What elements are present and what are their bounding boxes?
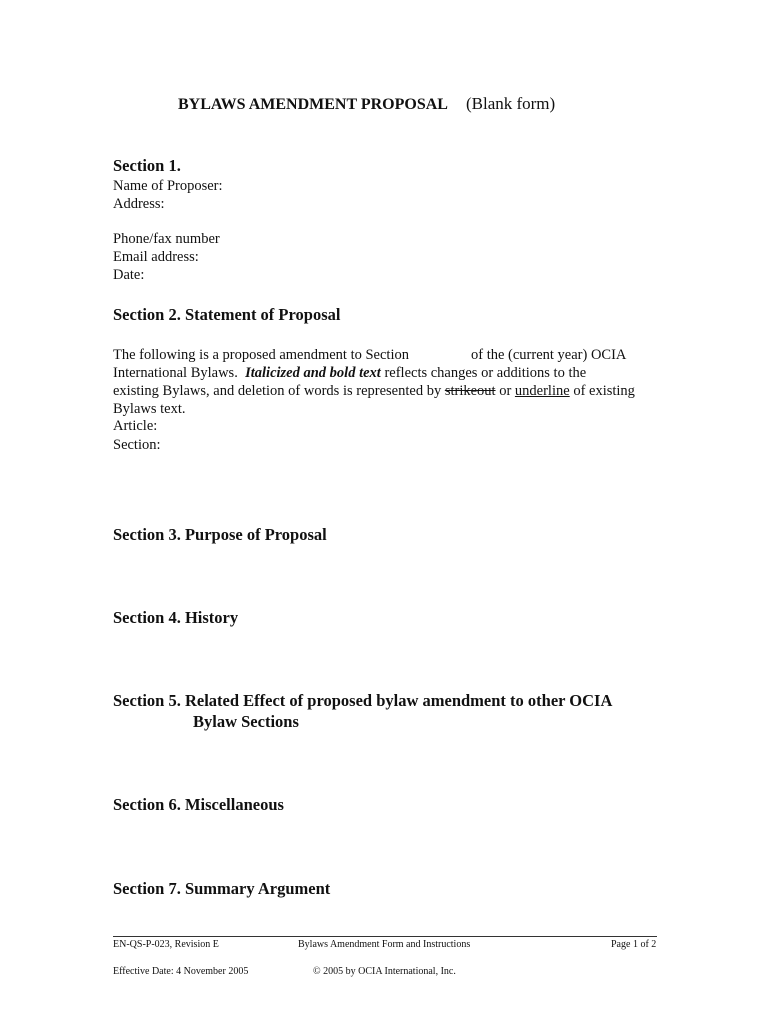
footer-page-number: Page 1 of 2: [611, 939, 657, 950]
proposal-line3: [113, 383, 635, 400]
title-sub: (Blank form): [465, 94, 556, 113]
proposal-line2: [113, 365, 586, 382]
article-label: Article:: [113, 418, 158, 434]
section5-heading-line1: Section 5. Related Effect of proposed bylaw amendment to other OCIA: [113, 691, 613, 710]
address-label: Address:: [113, 196, 165, 212]
name-of-proposer-label: Name of Proposer:: [113, 178, 223, 194]
proposal-line3-c: of existing: [573, 383, 635, 399]
section3-heading: Section 3. Purpose of Proposal: [113, 525, 327, 544]
proposal-line1-b: of the (current year) OCIA: [471, 347, 627, 363]
page-title: [178, 94, 555, 114]
phone-fax-label: Phone/fax number: [113, 231, 220, 247]
section6-heading: Section 6. Miscellaneous: [113, 795, 284, 814]
footer-effective-date: Effective Date: 4 November 2005: [113, 966, 249, 977]
section1-heading: Section 1.: [113, 156, 181, 175]
proposal-line2-a: International Bylaws.: [113, 365, 238, 381]
section5-heading-line2: Bylaw Sections: [193, 712, 299, 731]
section-label: Section:: [113, 437, 161, 453]
proposal-line3-strike: strikeout: [444, 383, 496, 399]
section7-heading: Section 7. Summary Argument: [113, 879, 331, 898]
footer-doc-id: EN-QS-P-023, Revision E: [113, 939, 219, 950]
email-label: Email address:: [113, 249, 199, 265]
section4-heading: Section 4. History: [113, 608, 239, 627]
title-main: BYLAWS AMENDMENT PROPOSAL: [178, 96, 448, 113]
proposal-line2-bold: Italicized and bold text: [245, 365, 381, 381]
section2-heading: Section 2. Statement of Proposal: [113, 305, 341, 324]
footer-copyright: © 2005 by OCIA International, Inc.: [313, 966, 456, 977]
proposal-line3-underline: underline: [514, 383, 570, 399]
proposal-line2-b: reflects changes or additions to the: [384, 365, 587, 381]
proposal-line1-a: The following is a proposed amendment to Section: [113, 347, 409, 363]
proposal-line4: Bylaws text.: [113, 401, 186, 417]
proposal-line3-a: existing Bylaws, and deletion of words is represented by: [113, 383, 442, 399]
proposal-line3-b: or: [499, 383, 512, 399]
date-label: Date:: [113, 267, 145, 283]
footer-doc-title: Bylaws Amendment Form and Instructions: [298, 939, 471, 950]
footer-divider: [113, 936, 657, 937]
